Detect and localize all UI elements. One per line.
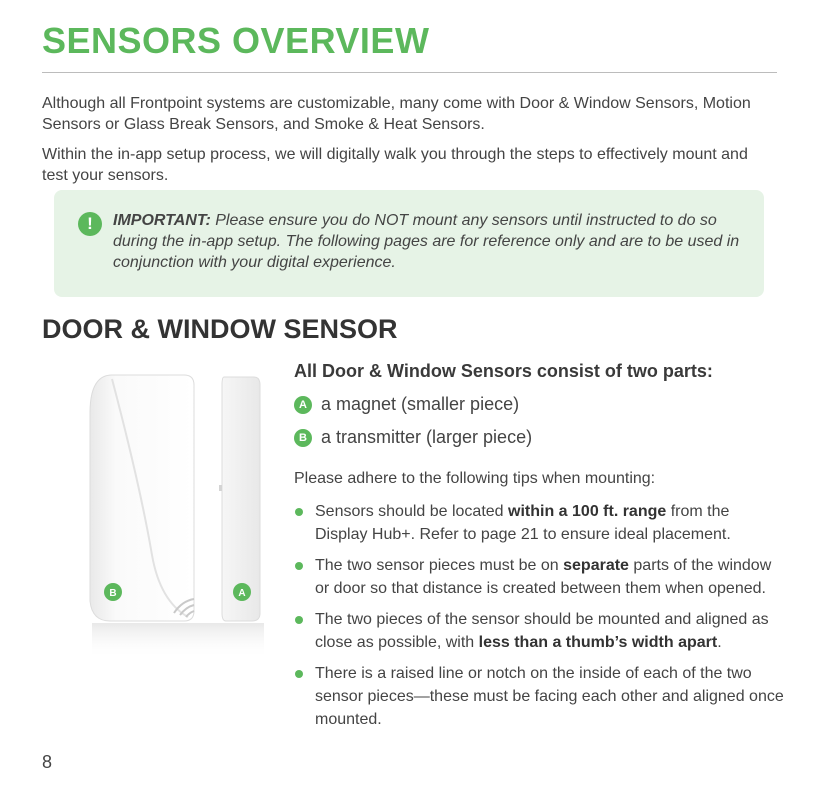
tip-item (294, 662, 784, 731)
tips-list (294, 500, 784, 739)
tip-text: There is a raised line or notch on the inside of each of the two sensor pieces—these must be facing each other and aligned once mounted. (315, 665, 784, 728)
part-item-transmitter (294, 427, 532, 448)
important-lead: IMPORTANT: (113, 212, 211, 229)
part-badge-b: B (294, 429, 312, 447)
tip-item (294, 608, 784, 654)
bullet-icon (295, 508, 303, 516)
transmitter-body (90, 375, 194, 621)
tip-emphasis: within a 100 ft. range (508, 503, 667, 520)
page-title: SENSORS OVERVIEW (42, 20, 430, 61)
page-number: 8 (42, 752, 53, 772)
tip-text: The two sensor pieces must be on (315, 557, 564, 574)
bullet-icon (295, 670, 303, 678)
part-item-magnet (294, 394, 519, 415)
tips-intro: Please adhere to the following tips when mounting: (294, 470, 656, 487)
important-text (113, 210, 743, 273)
tip-item (294, 554, 784, 600)
bullet-icon (295, 562, 303, 570)
magnet-notch (219, 485, 222, 491)
bullet-icon (295, 616, 303, 624)
important-body: Please ensure you do NOT mount any sensors until instructed to do so during the in-app setup. The following pages are for reference only and are to be used in conjunction with your digital experience. (113, 212, 740, 271)
door-window-sensor-image (76, 365, 276, 665)
title-divider (42, 72, 777, 73)
badge-b-label: B (109, 588, 117, 599)
part-label: a magnet (smaller piece) (321, 394, 520, 414)
tip-text: from the Display Hub+. Refer to page 21 to ensure ideal placement. (315, 503, 731, 543)
tip-text: . (717, 634, 722, 651)
important-callout (54, 190, 764, 297)
intro-paragraph-2: Within the in-app setup process, we will digitally walk you through the steps to effectively mount and test your sensors. (42, 146, 748, 184)
tip-emphasis: less than a thumb’s width apart (478, 634, 718, 651)
tip-text: Sensors should be located (315, 503, 509, 520)
badge-a-label: A (238, 588, 246, 599)
tip-item (294, 500, 784, 546)
tip-text: parts of the window or door so that distance is created between them when opened. (315, 557, 772, 597)
sensor-reflection (92, 623, 264, 659)
part-badge-a: A (294, 396, 312, 414)
tip-text: The two pieces of the sensor should be mounted and aligned as close as possible, with (315, 611, 769, 651)
exclamation-icon: ! (78, 212, 102, 236)
section-title: DOOR & WINDOW SENSOR (42, 314, 398, 344)
tip-emphasis: separate (563, 557, 629, 574)
parts-heading: All Door & Window Sensors consist of two parts: (294, 361, 713, 381)
intro-paragraph-1: Although all Frontpoint systems are customizable, many come with Door & Window Sensors, Motion Sensors or Glass Break Sensors, and Smoke & Heat Sensors. (42, 95, 751, 133)
part-label: a transmitter (larger piece) (321, 427, 533, 447)
